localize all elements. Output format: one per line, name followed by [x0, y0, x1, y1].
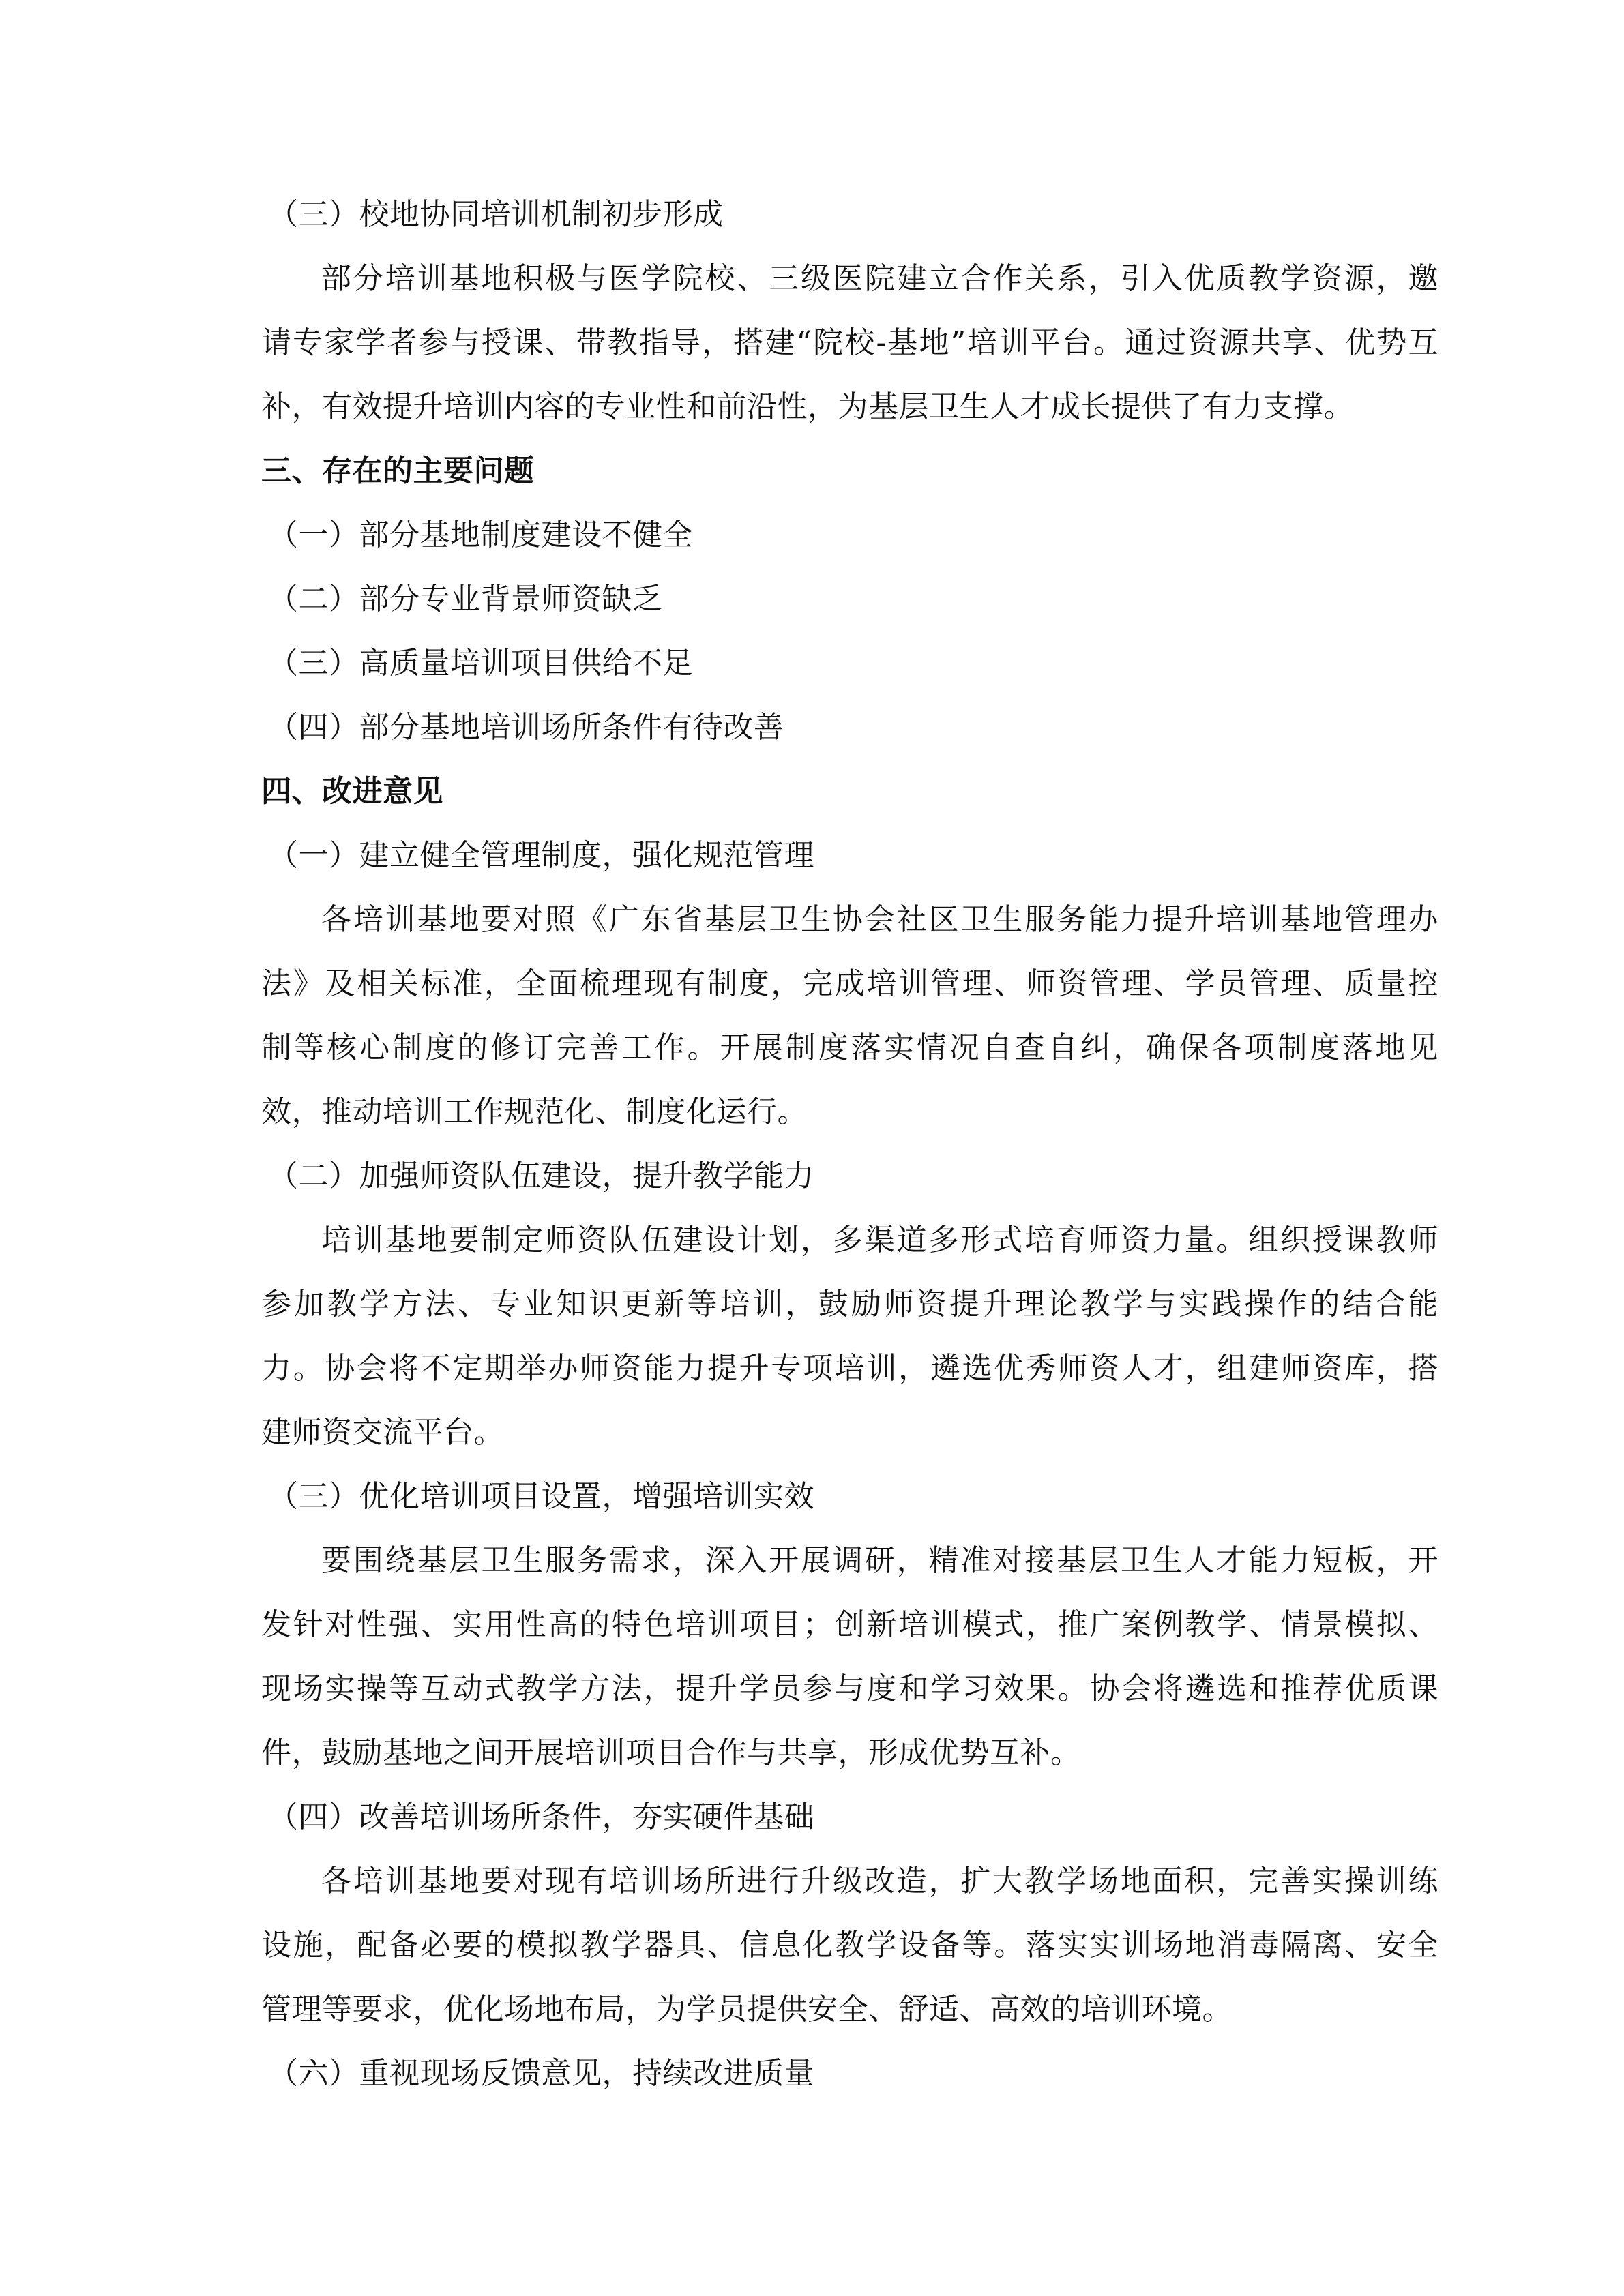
text-line: （三）校地协同培训机制初步形成: [268, 197, 724, 232]
text-line: 要围绕基层卫生服务需求，深入开展调研，精准对接基层卫生人才能力短板，开: [321, 1543, 1438, 1578]
section-subheading: [261, 2042, 1438, 2106]
section-subheading: [261, 1785, 1438, 1849]
section-subheading: [261, 824, 1438, 888]
text-line: （四）部分基地培训场所条件有待改善: [268, 710, 784, 745]
section-subheading: [261, 1144, 1438, 1208]
section-subheading: [261, 696, 1438, 760]
text-line: 参加教学方法、专业知识更新等培训，鼓励师资提升理论教学与实践操作的结合能: [261, 1287, 1438, 1322]
text-line: 效，推动培训工作规范化、制度化运行。: [261, 1094, 808, 1129]
section-subheading: [261, 503, 1438, 567]
text-line: （二）加强师资队伍建设，提升教学能力: [268, 1159, 814, 1193]
text-line: （二）部分专业背景师资缺乏: [268, 582, 663, 616]
section-subheading: [261, 183, 1438, 247]
text-line: （一）部分基地制度建设不健全: [268, 518, 693, 552]
text-line: 管理等要求，优化场地布局，为学员提供安全、舒适、高效的培训环境。: [261, 1992, 1232, 2027]
text-line: 培训基地要制定师资队伍建设计划，多渠道多形式培育师资力量。组织授课教师: [321, 1223, 1438, 1257]
text-line: 四、改进意见: [261, 774, 443, 809]
body-paragraph: [261, 247, 1438, 439]
section-subheading: [261, 631, 1438, 696]
text-line: 请专家学者参与授课、带教指导，搭建“院校-基地”培训平台。通过资源共享、优势互: [261, 325, 1438, 360]
text-line: 补，有效提升培训内容的专业性和前沿性，为基层卫生人才成长提供了有力支撑。: [261, 389, 1354, 424]
text-line: 三、存在的主要问题: [261, 453, 535, 488]
text-line: 建师资交流平台。: [261, 1415, 504, 1450]
text-line: 法》及相关标准，全面梳理现有制度，完成培训管理、师资管理、学员管理、质量控: [261, 966, 1438, 1001]
text-line: （一）建立健全管理制度，强化规范管理: [268, 838, 814, 873]
text-line: （六）重视现场反馈意见，持续改进质量: [268, 2056, 814, 2091]
body-paragraph: [261, 1529, 1438, 1785]
text-line: 各培训基地要对照《广东省基层卫生协会社区卫生服务能力提升培训基地管理办: [321, 902, 1438, 937]
body-paragraph: [261, 1208, 1438, 1465]
text-line: 设施，配备必要的模拟教学器具、信息化教学设备等。落实实训场地消毒隔离、安全: [261, 1928, 1438, 1963]
section-subheading: [261, 1465, 1438, 1529]
text-line: （三）优化培训项目设置，增强培训实效: [268, 1479, 814, 1514]
text-line: 件，鼓励基地之间开展培训项目合作与共享，形成优势互补。: [261, 1735, 1081, 1770]
text-line: 现场实操等互动式教学方法，提升学员参与度和学习效果。协会将遴选和推荐优质课: [261, 1671, 1438, 1706]
text-line: 各培训基地要对现有培训场所进行升级改造，扩大教学场地面积，完善实操训练: [321, 1864, 1438, 1898]
document-body: [261, 183, 1438, 2106]
body-paragraph: [261, 888, 1438, 1144]
text-line: （四）改善培训场所条件，夯实硬件基础: [268, 1800, 814, 1834]
text-line: 力。协会将不定期举办师资能力提升专项培训，遴选优秀师资人才，组建师资库，搭: [261, 1351, 1438, 1386]
text-line: 发针对性强、实用性高的特色培训项目；创新培训模式，推广案例教学、情景模拟、: [261, 1607, 1438, 1642]
text-line: 制等核心制度的修订完善工作。开展制度落实情况自查自纠，确保各项制度落地见: [261, 1030, 1438, 1065]
section-heading: [261, 439, 1438, 503]
text-line: 部分培训基地积极与医学院校、三级医院建立合作关系，引入优质教学资源，邀: [321, 261, 1438, 296]
text-line: （三）高质量培训项目供给不足: [268, 646, 693, 681]
body-paragraph: [261, 1849, 1438, 2042]
section-subheading: [261, 567, 1438, 631]
section-heading: [261, 760, 1438, 824]
